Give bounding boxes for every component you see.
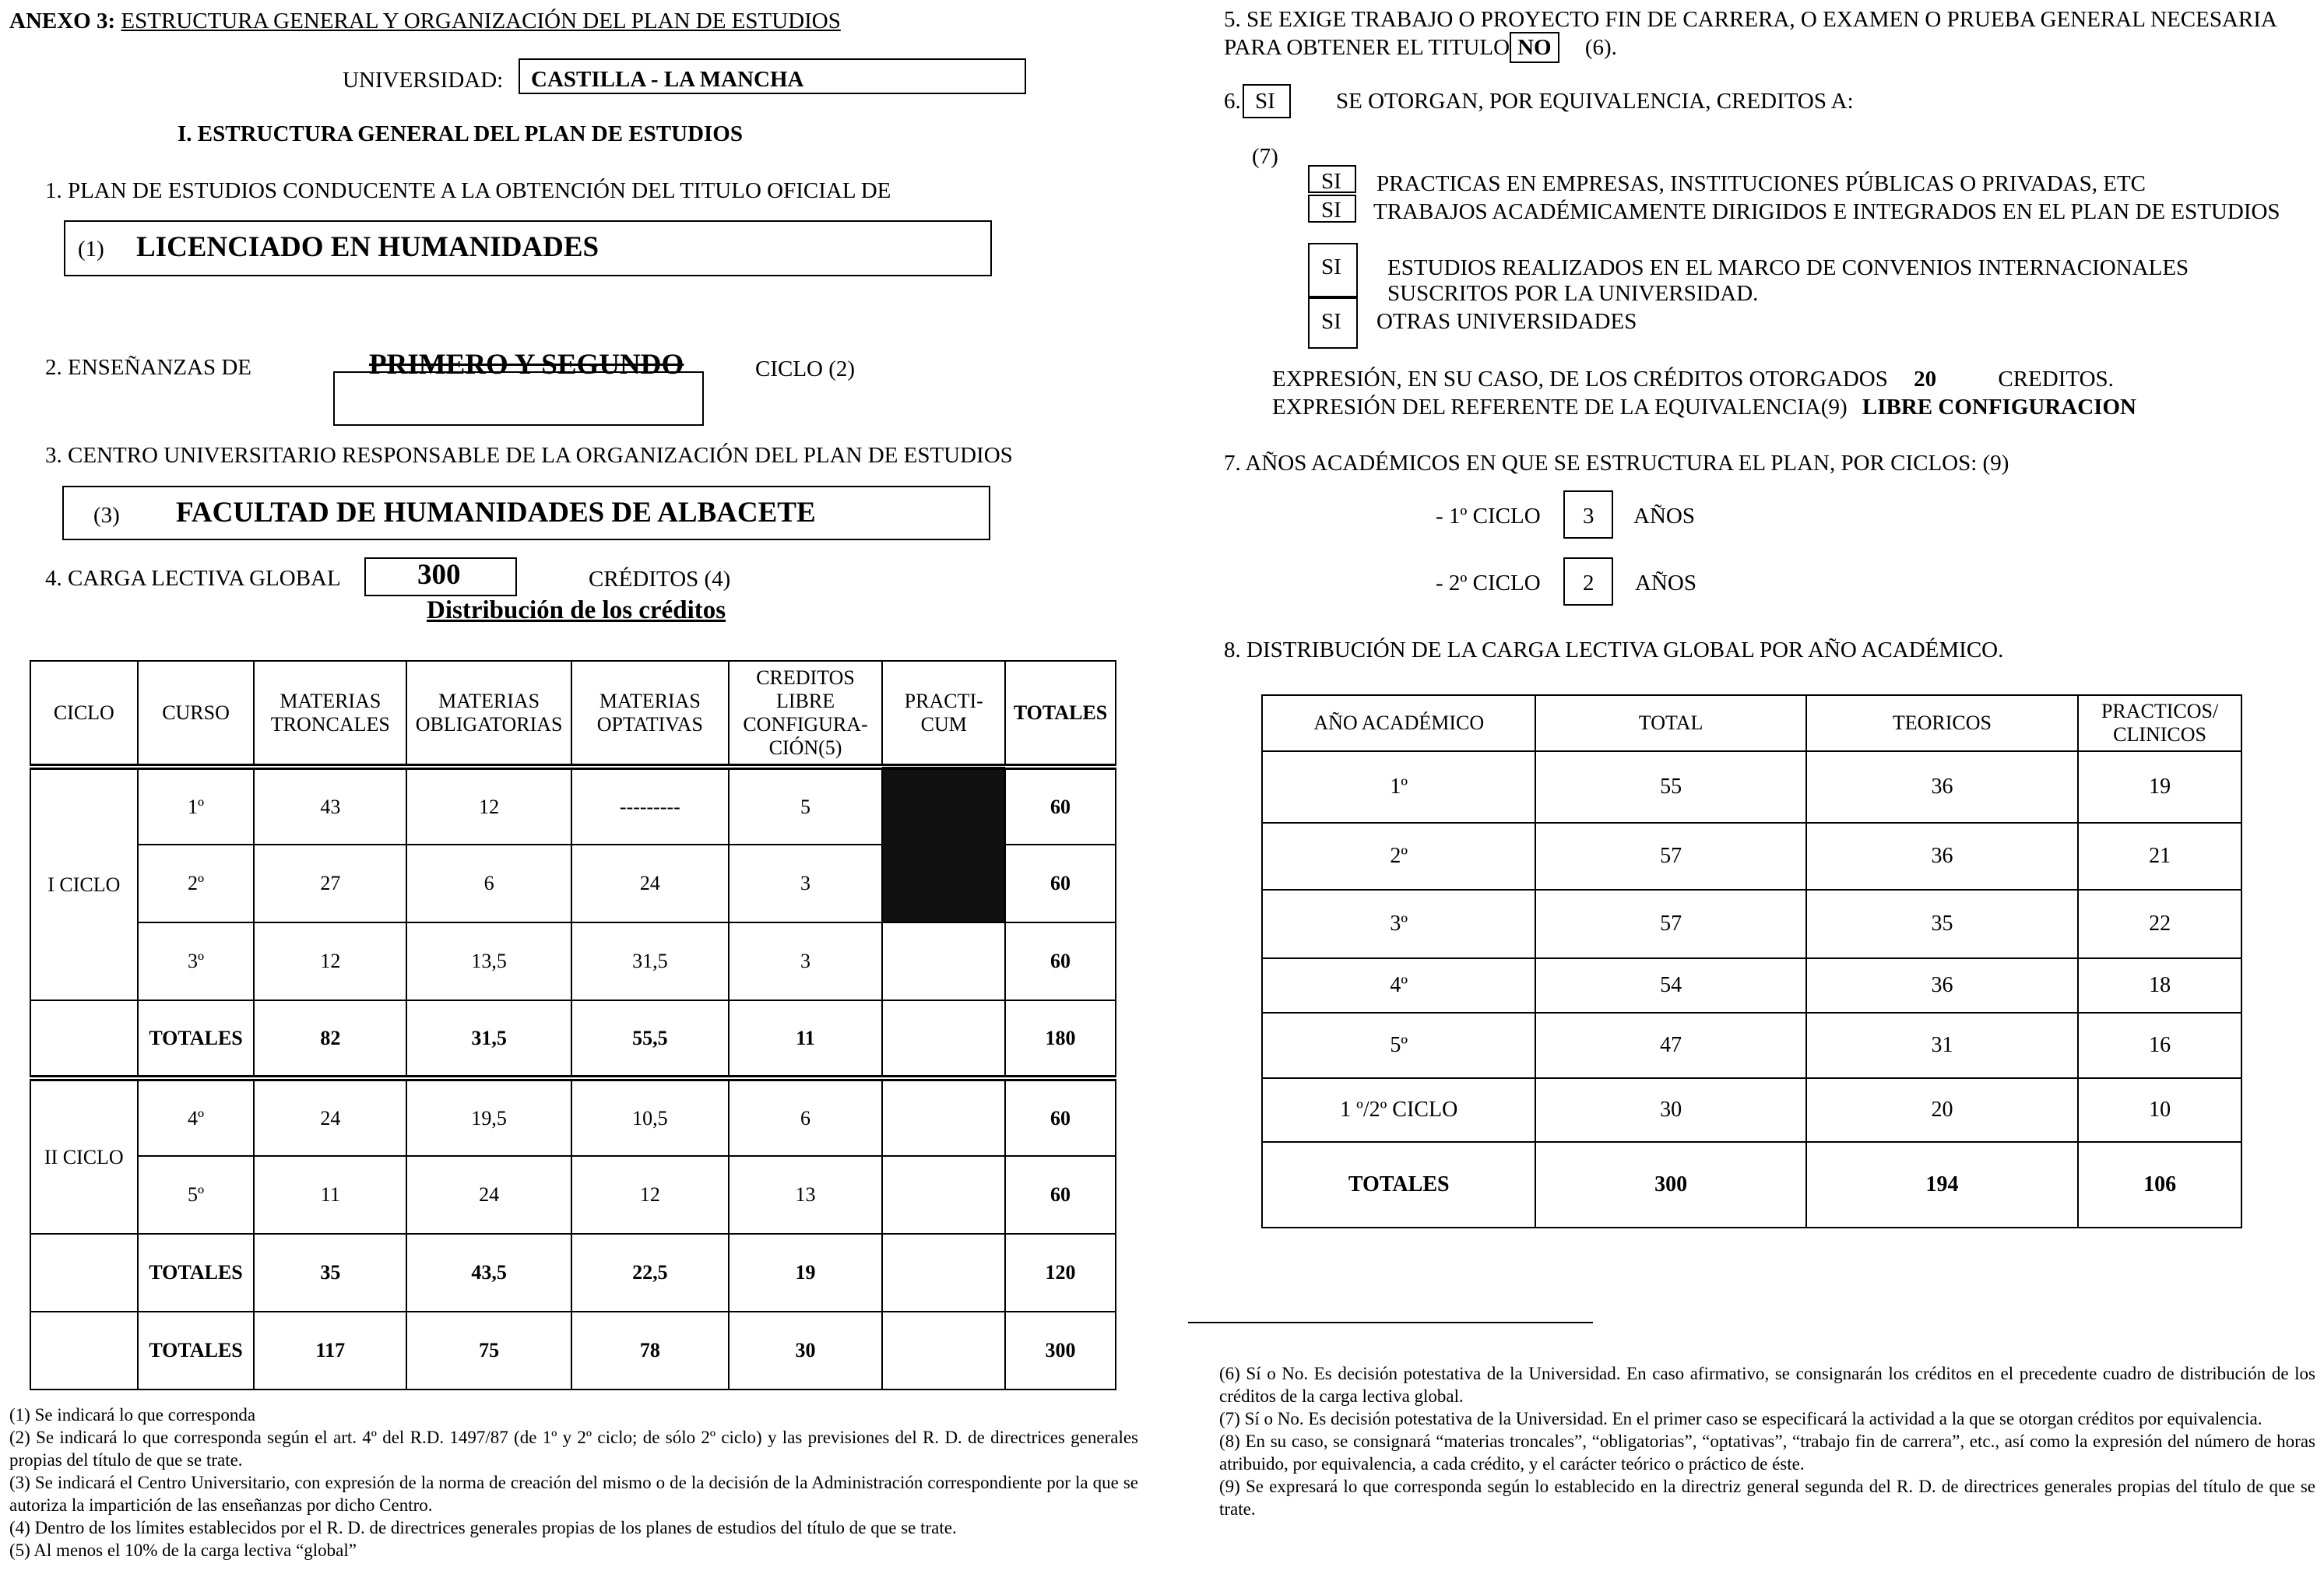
cycle-years-unit: AÑOS [1633,504,1695,529]
item3-ref: (3) [93,503,120,528]
left-footnotes [9,1404,1138,1562]
table-cell: 16 [2078,1013,2241,1078]
footnote: (9) Se expresará lo que corresponda según lo establecido en la directriz general segunda del R. D. de directrices generales propias del título de que se trate. [1219,1477,2315,1519]
table-cell: 31,5 [406,1000,571,1078]
table-cell: --------- [571,767,729,845]
item5-ref: (6). [1584,35,1617,60]
table-cell [30,1234,138,1312]
table-cell: 1 º/2º CICLO [1262,1078,1535,1142]
table-cell: 5º [1262,1013,1535,1078]
table-cell: 60 [1005,922,1116,1000]
footnote: (8) En su caso, se consignará “materias troncales”, “obligatorias”, “optativas”, “trabajo fin de carrera”, etc., así como la expresión del número de horas atribuido, por equivalencia, a cada crédito, y el carácter teórico o práctico de éste. [1219,1432,2315,1474]
table-cell: 19,5 [406,1078,571,1156]
table-cell [30,1312,138,1390]
table-cell: 3 [729,922,883,1000]
table-cell: TOTALES [138,1312,255,1390]
header-cell: TOTAL [1535,695,1805,751]
table-row [1262,751,2241,823]
table-row [30,1312,1116,1390]
table-cell: 55 [1535,751,1805,823]
item8-label: 8. DISTRIBUCIÓN DE LA CARGA LECTIVA GLOBAL POR AÑO ACADÉMICO. [1224,638,2004,662]
item7-ref: (7) [1252,144,1278,169]
table-cell: 35 [1806,890,2078,958]
table-cell: 106 [2078,1142,2241,1228]
table-cell [882,922,1005,1000]
table-cell: 3 [729,845,883,922]
footnote: (5) Al menos el 10% de la carga lectiva “global” [9,1541,357,1560]
table-cell: 43 [254,767,406,845]
credits-value: 300 [417,559,461,591]
degree-value: LICENCIADO EN HUMANIDADES [136,231,599,263]
table-cell: 4º [138,1078,255,1156]
reference-expression-value: LIBRE CONFIGURACION [1862,395,2136,420]
equiv-value: SI [1321,255,1341,279]
table-row [30,1156,1116,1234]
header-cell: MATERIAS TRONCALES [254,661,406,767]
table-cell: 78 [571,1312,729,1390]
table-row [30,1078,1116,1156]
table-cell: TOTALES [1262,1142,1535,1228]
table-cell: 57 [1535,823,1805,890]
item2-suffix: CICLO (2) [755,357,856,381]
table-cell: 1º [1262,751,1535,823]
item2-label: 2. ENSEÑANZAS DE [45,355,252,380]
cycle-value: PRIMERO Y SEGUNDO [369,349,684,381]
footnote: (1) Se indicará lo que corresponda [9,1405,256,1425]
item6-value: SI [1255,89,1275,114]
cycle-years-value: 3 [1583,504,1594,529]
table-cell: 6 [729,1078,883,1156]
table-cell: 24 [254,1078,406,1156]
table-cell: 19 [2078,751,2241,823]
table-cell: TOTALES [138,1234,255,1312]
table-cell: 11 [729,1000,883,1078]
table-cell: 120 [1005,1234,1116,1312]
item1-ref: (1) [78,237,104,262]
table-cell: 5 [729,767,883,845]
table-cell: 31,5 [571,922,729,1000]
header-cell: PRACTI-CUM [882,661,1005,767]
table-cell: 11 [254,1156,406,1234]
university-value: CASTILLA - LA MANCHA [531,67,804,92]
cycle-years-label: - 2º CICLO [1436,571,1541,596]
header-cell: PRACTICOS/ CLINICOS [2078,695,2241,751]
table-cell: TOTALES [138,1000,255,1078]
equiv-value: SI [1321,169,1341,194]
table-cell: 12 [254,922,406,1000]
table-cell: 54 [1535,958,1805,1013]
credits-expression [1272,366,2114,392]
table-row [1262,1078,2241,1142]
table-row [30,922,1116,1000]
header-cell: AÑO ACADÉMICO [1262,695,1535,751]
table-cell: 4º [1262,958,1535,1013]
table-row [1262,1142,2241,1228]
footnote: (3) Se indicará el Centro Universitario, con expresión de la norma de creación del mismo o de la decisión de la Administración correspondiente por la que se autoriza la impartición de las enseñanzas por dicho Centro. [9,1473,1138,1515]
footnote: (4) Dentro de los límites establecidos por el R. D. de directrices generales propias de los planes de estudios del título de que se trate. [9,1518,957,1537]
table-cell: 36 [1806,823,2078,890]
table-cell: 57 [1535,890,1805,958]
cycle-cell: I CICLO [30,767,138,1000]
item5-line1: 5. SE EXIGE TRABAJO O PROYECTO FIN DE CARRERA, O EXAMEN O PRUEBA GENERAL NECESARIA [1224,7,2277,32]
table-row [30,1000,1116,1078]
table-cell: 20 [1806,1078,2078,1142]
table-cell: 300 [1005,1312,1116,1390]
table-cell: 3º [1262,890,1535,958]
equiv-value: SI [1321,198,1341,223]
table-cell: 5º [138,1156,255,1234]
table-cell: 21 [2078,823,2241,890]
table-cell: 60 [1005,767,1116,845]
header-cell: CURSO [138,661,255,767]
table-header-row [30,661,1116,767]
cycle-cell: II CICLO [30,1078,138,1234]
university-label: UNIVERSIDAD: [343,68,504,93]
right-footnotes [1219,1362,2315,1520]
table-cell: 19 [729,1234,883,1312]
table-cell: 27 [254,845,406,922]
table-cell: 3º [138,922,255,1000]
table-cell [882,1312,1005,1390]
table-cell: 82 [254,1000,406,1078]
distribution-title: Distribución de los créditos [427,596,726,624]
table-cell: 30 [729,1312,883,1390]
table-cell: 2º [1262,823,1535,890]
table-cell: 2º [138,845,255,922]
equiv-label: ESTUDIOS REALIZADOS EN EL MARCO DE CONVENIOS INTERNACIONALES [1387,255,2189,280]
table-row [1262,958,2241,1013]
item3-label: 3. CENTRO UNIVERSITARIO RESPONSABLE DE LA ORGANIZACIÓN DEL PLAN DE ESTUDIOS [45,443,1013,468]
credits-distribution-table [30,660,1116,1390]
header-cell: MATERIAS OBLIGATORIAS [406,661,571,767]
equiv-label: TRABAJOS ACADÉMICAMENTE DIRIGIDOS E INTEGRADOS EN EL PLAN DE ESTUDIOS [1373,199,2280,224]
table-cell [30,1000,138,1078]
reference-expression-label: EXPRESIÓN DEL REFERENTE DE LA EQUIVALENCIA(9) [1272,395,1848,420]
table-cell: 47 [1535,1013,1805,1078]
table-row [1262,890,2241,958]
table-row [1262,1013,2241,1078]
header-cell: TEORICOS [1806,695,2078,751]
table-cell [882,1078,1005,1156]
cycle-years-value: 2 [1583,571,1594,596]
table-row [1262,823,2241,890]
table-cell [882,1000,1005,1078]
table-row [30,767,1116,845]
table-cell: 10 [2078,1078,2241,1142]
table-cell: 117 [254,1312,406,1390]
annex-label: ANEXO 3: [9,9,116,33]
table-cell: 300 [1535,1142,1805,1228]
table-cell: 22 [2078,890,2241,958]
table-cell: 36 [1806,751,2078,823]
table-cell [882,1234,1005,1312]
table-cell: 24 [406,1156,571,1234]
annex-title: ESTRUCTURA GENERAL Y ORGANIZACIÓN DEL PLAN DE ESTUDIOS [121,9,841,33]
table-cell: 6 [406,845,571,922]
footnote: (2) Se indicará lo que corresponda según el art. 4º del R.D. 1497/87 (de 1º y 2º ciclo; de sólo 2º ciclo) y las previsiones del R. D. de directrices generales propias del título de que se trate. [9,1428,1138,1470]
section-title: I. ESTRUCTURA GENERAL DEL PLAN DE ESTUDIOS [178,121,743,146]
annex-heading [9,8,841,34]
footnote: (7) Sí o No. Es decisión potestativa de la Universidad. En el primer caso se especificará la actividad a la que se otorgan créditos por equivalencia. [1219,1409,2262,1428]
table-cell: 30 [1535,1078,1805,1142]
table-cell: 194 [1806,1142,2078,1228]
blackout-cell [882,767,1005,922]
table-cell: 60 [1005,1078,1116,1156]
table-cell: 55,5 [571,1000,729,1078]
equiv-label: PRACTICAS EN EMPRESAS, INSTITUCIONES PÚBLICAS O PRIVADAS, ETC [1376,171,2146,196]
equiv-value: SI [1321,309,1341,334]
table-cell: 31 [1806,1013,2078,1078]
header-cell: MATERIAS OPTATIVAS [571,661,729,767]
table-cell: 60 [1005,1156,1116,1234]
table-cell: 60 [1005,845,1116,922]
reference-expression [1272,394,2136,420]
table-cell: 75 [406,1312,571,1390]
center-value: FACULTAD DE HUMANIDADES DE ALBACETE [176,497,816,529]
footnote: (6) Sí o No. Es decisión potestativa de la Universidad. En caso afirmativo, se consignarán los créditos en el precedente cuadro de distribución de los créditos de la carga lectiva global. [1219,1364,2315,1406]
table-cell: 12 [571,1156,729,1234]
table-cell [882,1156,1005,1234]
cycle-years-label: - 1º CICLO [1436,504,1541,529]
header-cell: CICLO [30,661,138,767]
item4-label: 4. CARGA LECTIVA GLOBAL [45,566,341,591]
equiv-label-line2: SUSCRITOS POR LA UNIVERSIDAD. [1387,281,1759,306]
item5-line2 [1224,32,1617,63]
table-cell: 24 [571,845,729,922]
table-cell: 43,5 [406,1234,571,1312]
table-cell: 12 [406,767,571,845]
table-cell: 35 [254,1234,406,1312]
footnote-divider [1188,1322,1593,1323]
credits-expression-value: 20 [1914,367,1937,392]
table-cell: 13 [729,1156,883,1234]
table-cell: 10,5 [571,1078,729,1156]
table-cell: 13,5 [406,922,571,1000]
table-cell: 180 [1005,1000,1116,1078]
cycle-years-unit: AÑOS [1635,571,1696,596]
table-cell: 1º [138,767,255,845]
header-cell: CREDITOS LIBRE CONFIGURA-CIÓN(5) [729,661,883,767]
item7-label: 7. AÑOS ACADÉMICOS EN QUE SE ESTRUCTURA EL PLAN, POR CICLOS: (9) [1224,451,2009,476]
credits-expression-label: EXPRESIÓN, EN SU CASO, DE LOS CRÉDITOS OTORGADOS [1272,367,1888,392]
equiv-label: OTRAS UNIVERSIDADES [1376,309,1637,334]
table-header-row [1262,695,2241,751]
table-row [30,1234,1116,1312]
academic-year-table [1261,694,2242,1228]
item6-num: 6. [1224,89,1241,114]
table-cell: 18 [2078,958,2241,1013]
table-cell: 22,5 [571,1234,729,1312]
item4-suffix: CRÉDITOS (4) [589,567,731,592]
item6-label: SE OTORGAN, POR EQUIVALENCIA, CREDITOS A: [1336,89,1854,114]
item1-label: 1. PLAN DE ESTUDIOS CONDUCENTE A LA OBTENCIÓN DEL TITULO OFICIAL DE [45,178,891,203]
table-cell: 36 [1806,958,2078,1013]
item5-label: PARA OBTENER EL TITULO [1224,35,1510,60]
item5-value-box: NO [1510,32,1559,63]
header-cell: TOTALES [1005,661,1116,767]
credits-expression-unit: CREDITOS. [1998,367,2114,392]
